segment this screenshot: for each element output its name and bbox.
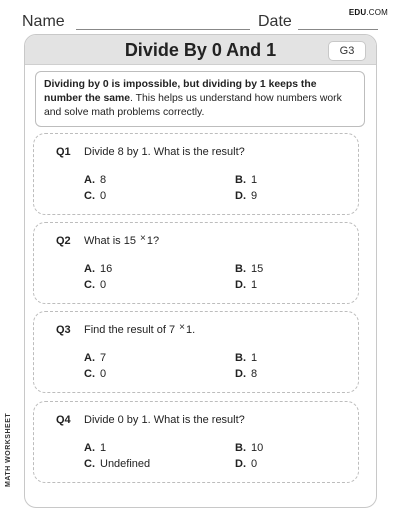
option-c[interactable]: [84, 279, 106, 291]
option-a[interactable]: [84, 352, 106, 364]
option-b[interactable]: [235, 442, 263, 454]
option-letter: C.: [84, 279, 95, 291]
question-card-1: [33, 133, 359, 215]
brand-name: EDU: [348, 8, 367, 17]
option-letter: D.: [235, 368, 246, 380]
question-number: Q2: [56, 235, 71, 247]
option-letter: A.: [84, 174, 95, 186]
question-text: Divide 0 by 1. What is the result?: [84, 414, 245, 426]
intro-text: . This helps us understand how numbers work and solve math problems correctly.: [44, 93, 342, 118]
option-value: 1: [251, 352, 258, 364]
option-value: 8: [251, 368, 258, 380]
option-b[interactable]: [235, 263, 263, 275]
intro-bold-text: Dividing by 0 is impossible, but dividing by 1 keeps the number the same: [44, 79, 317, 104]
date-line[interactable]: [298, 29, 378, 30]
question-card-3: [33, 311, 359, 393]
grade-badge: G3: [328, 41, 366, 61]
brand-logo: [349, 8, 388, 17]
worksheet-title: Divide By 0 And 1: [124, 40, 277, 60]
times-symbol: ×: [179, 322, 186, 333]
option-letter: B.: [235, 352, 246, 364]
option-letter: C.: [84, 458, 95, 470]
option-letter: C.: [84, 190, 95, 202]
option-c[interactable]: [84, 458, 150, 470]
option-letter: D.: [235, 190, 246, 202]
option-letter: A.: [84, 263, 95, 275]
option-value: Undefined: [100, 458, 151, 470]
option-value: 10: [251, 442, 264, 454]
option-value: 1: [251, 279, 258, 291]
option-c[interactable]: [84, 190, 106, 202]
option-value: 0: [100, 190, 107, 202]
option-d[interactable]: [235, 279, 257, 291]
name-line[interactable]: [76, 29, 250, 30]
question-text: Divide 8 by 1. What is the result?: [84, 146, 245, 158]
worksheet-frame: [24, 34, 377, 508]
option-letter: D.: [235, 458, 246, 470]
option-value: 1: [100, 442, 107, 454]
option-letter: C.: [84, 368, 95, 380]
question-text-part: 1.: [186, 324, 196, 336]
option-b[interactable]: [235, 352, 257, 364]
option-b[interactable]: [235, 174, 257, 186]
brand-suffix: .COM: [366, 8, 388, 17]
option-d[interactable]: [235, 368, 257, 380]
option-c[interactable]: [84, 368, 106, 380]
option-value: 1: [251, 174, 258, 186]
option-value: 8: [100, 174, 107, 186]
title-bar: [25, 35, 376, 65]
question-text: [84, 235, 159, 247]
question-number: Q4: [56, 414, 71, 426]
option-a[interactable]: [84, 442, 106, 454]
times-symbol: ×: [140, 233, 146, 244]
option-letter: B.: [235, 263, 246, 275]
option-value: 0: [100, 279, 107, 291]
question-card-4: [33, 401, 359, 483]
option-letter: D.: [235, 279, 246, 291]
question-card-2: [33, 222, 359, 304]
option-value: 15: [251, 263, 264, 275]
option-value: 16: [100, 263, 113, 275]
option-a[interactable]: [84, 263, 112, 275]
option-letter: A.: [84, 442, 95, 454]
option-a[interactable]: [84, 174, 106, 186]
option-value: 0: [100, 368, 107, 380]
side-label: MATH WORKSHEET: [5, 412, 12, 487]
option-value: 7: [100, 352, 107, 364]
question-number: Q1: [56, 146, 71, 158]
question-number: Q3: [56, 324, 71, 336]
option-d[interactable]: [235, 458, 257, 470]
option-value: 9: [251, 190, 258, 202]
option-d[interactable]: [235, 190, 257, 202]
question-text-part: What is 15: [84, 235, 136, 247]
option-letter: B.: [235, 174, 246, 186]
option-letter: A.: [84, 352, 95, 364]
question-text: [84, 324, 195, 336]
option-value: 0: [251, 458, 258, 470]
name-label: Name: [22, 13, 65, 30]
intro-box: [35, 71, 365, 127]
question-text-part: Find the result of 7: [84, 324, 176, 336]
question-text-part: 1?: [146, 235, 160, 247]
date-label: Date: [258, 13, 292, 30]
option-letter: B.: [235, 442, 246, 454]
